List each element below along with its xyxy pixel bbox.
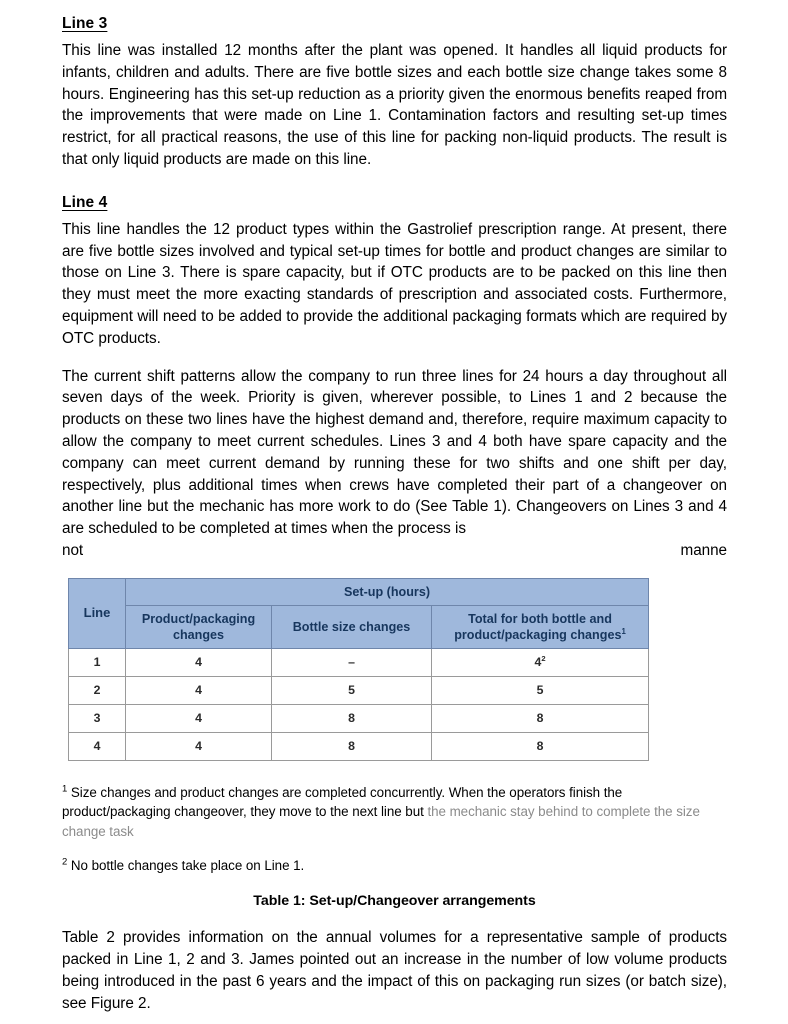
footnotes-block xyxy=(62,783,727,875)
column-header-total-changes xyxy=(432,605,649,648)
column-header-line: Line xyxy=(69,578,126,648)
setup-changeover-table xyxy=(68,578,649,761)
cell-total-value: 4 xyxy=(534,655,542,670)
column-group-header-setup-hours: Set-up (hours) xyxy=(126,578,649,605)
cell-product-packaging: 4 xyxy=(126,732,272,760)
split-left-word: not xyxy=(62,541,84,559)
footnote-2-marker: 2 xyxy=(62,856,68,868)
cell-line: 2 xyxy=(69,676,126,704)
paragraph-shift-patterns-body: The current shift patterns allow the company to run three lines for 24 hours a day throughout all seven days of the week. Priority is given, wherever possible, to Lines 1 and 2 because the products on these two lines have the highest demand and, therefore, require maximum capacity to allow the company to meet current schedules. Lines 3 and 4 both have spare capacity and the company can meet current demand by running these for two shifts and one shift per day, respectively, plus additional times when crews have completed their part of a changeover on another line but the mechanic has more work to do (See Table 1). Changeovers on Lines 3 and 4 are scheduled to be completed at times when the process is xyxy=(62,367,727,538)
table-header-row-group xyxy=(69,578,649,605)
table-body xyxy=(69,648,649,760)
footnote-1-text-dim: the mechanic stay behind to complete the size change task xyxy=(62,804,700,839)
cell-total-value: 8 xyxy=(536,711,544,726)
column-header-total-footnote-marker: 1 xyxy=(621,626,626,636)
split-right-word: manne xyxy=(680,541,727,559)
table-row xyxy=(69,648,649,676)
paragraph-shift-patterns xyxy=(62,366,727,562)
section-heading-line-4: Line 4 xyxy=(62,193,108,211)
cell-line: 3 xyxy=(69,704,126,732)
cell-product-packaging: 4 xyxy=(126,676,272,704)
table-header-row-columns xyxy=(69,605,649,648)
table-caption: Table 1: Set-up/Changeover arrangements xyxy=(253,893,536,910)
cell-total xyxy=(432,648,649,676)
footnote-2-text: No bottle changes take place on Line 1. xyxy=(67,857,305,873)
cell-product-packaging: 4 xyxy=(126,648,272,676)
paragraph-line-4: This line handles the 12 product types within the Gastrolief prescription range. At present, there are five bottle sizes involved and typical set-up times for bottle and product changes are similar to those on Line 3. There is spare capacity, but if OTC products are to be packed on this line then they must meet the more exacting standards of prescription and associated costs. Furthermore, equipment will need to be added to provide the additional packaging formats which are required by OTC products. xyxy=(62,220,727,347)
cell-bottle-size: 8 xyxy=(272,732,432,760)
footnote-1-marker: 1 xyxy=(62,783,68,795)
cell-line: 4 xyxy=(69,732,126,760)
column-header-bottle-size-changes: Bottle size changes xyxy=(272,605,432,648)
cell-product-packaging: 4 xyxy=(126,704,272,732)
paragraph-closing: Table 2 provides information on the annual volumes for a representative sample of products packed in Line 1, 2 and 3. James pointed out an increase in the number of low volume products being introduced in the past 6 years and the impact of this on packaging run sizes (or batch size), see Figure 2. xyxy=(62,929,727,1012)
cell-total xyxy=(432,676,649,704)
cell-total-value: 5 xyxy=(536,683,544,698)
table-row xyxy=(69,732,649,760)
cell-total xyxy=(432,704,649,732)
table-header xyxy=(69,578,649,648)
cell-line: 1 xyxy=(69,648,126,676)
cell-total xyxy=(432,732,649,760)
section-heading-line-3: Line 3 xyxy=(62,15,108,32)
footnote-1 xyxy=(62,783,727,842)
cell-bottle-size: 8 xyxy=(272,704,432,732)
cell-bottle-size: – xyxy=(272,648,432,676)
table-row xyxy=(69,704,649,732)
paragraph-line-3: This line was installed 12 months after the plant was opened. It handles all liquid products for infants, children and adults. There are five bottle sizes and each bottle size change takes some 8 hours. Engineering has this set-up reduction as a priority given the enormous benefits reaped from the improvements that were made on Line 1. Contamination factors and resulting set-up times restrict, for all practical reasons, the use of this line for packing non-liquid products. The result is that only liquid products are made on this line. xyxy=(62,42,727,168)
column-header-total-label: Total for both bottle and product/packaging changes xyxy=(454,611,622,642)
paragraph-shift-patterns-split-line xyxy=(62,540,727,562)
setup-table-wrapper xyxy=(68,578,648,761)
column-header-product-packaging-changes: Product/packaging changes xyxy=(126,605,272,648)
cell-total-footnote-marker: 2 xyxy=(541,654,546,664)
cell-total-value: 8 xyxy=(536,739,544,754)
table-row xyxy=(69,676,649,704)
footnote-2 xyxy=(62,856,727,876)
cell-bottle-size: 5 xyxy=(272,676,432,704)
footnote-1-text: Size changes and product changes are completed concurrently. When the operators finish the product/packaging changeover, they move to the next line but xyxy=(62,784,623,820)
